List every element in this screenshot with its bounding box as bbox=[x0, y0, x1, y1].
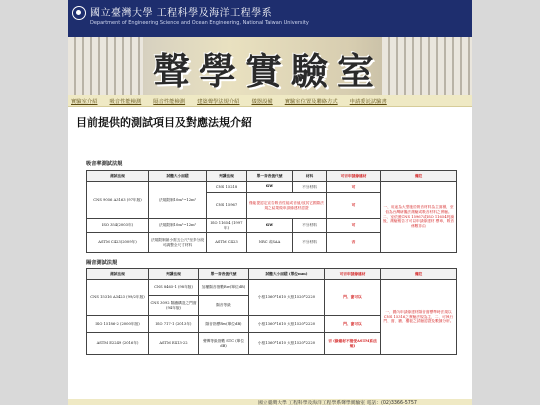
table-cell: 小框1360*1610 大框1520*2220 bbox=[249, 280, 325, 316]
table-cell: CNS 8465-1 (98年版) bbox=[149, 280, 199, 296]
table-cell: ASTM C423(2009年) bbox=[87, 233, 149, 253]
lab-banner bbox=[68, 37, 472, 95]
col-header: 備註 bbox=[381, 269, 457, 280]
table-cell: 小框1360*1610 大框1520*2220 bbox=[249, 316, 325, 333]
table-cell: αw bbox=[247, 182, 293, 193]
university-name: 國立臺灣大學 工程科學及海洋工程學系 bbox=[90, 8, 273, 19]
table-cell: 加權隔音指數Rw(單位dB) bbox=[199, 280, 249, 296]
table-cell: 聲傳等級指數 STC (單位dB) bbox=[199, 333, 249, 355]
col-header: 測試法規 bbox=[87, 269, 149, 280]
table-cell: 門、窗可以 bbox=[325, 280, 381, 316]
table-cell: ISO 717-1 (2013年) bbox=[149, 316, 199, 333]
table-cell: 僅能提認定宣告吸音性能或音值/放其它國際法規之結果做申請綠建材認證 bbox=[247, 193, 327, 219]
table-cell: αw bbox=[247, 219, 293, 233]
table-cell: 隔音等級 bbox=[199, 296, 249, 316]
table-cell: 隔音指標Rw(單位dB) bbox=[199, 316, 249, 333]
table-cell: 門、窗可以 bbox=[325, 316, 381, 333]
insulation-remark: 一、國內申請綠建材隔音窗標準時法規以CNS 15316之實驗法規為主，二、可執行門、窗、牆、樓板之試驗認證及數據分析。 bbox=[381, 280, 457, 355]
table-cell: ISO 15186-2 (2000年版) bbox=[87, 316, 149, 333]
col-header: 可否申請綠建材 bbox=[327, 171, 381, 182]
table-cell: 可 bbox=[327, 219, 381, 233]
table-cell: 不分材料 bbox=[293, 233, 327, 253]
table-cell: 不分材料 bbox=[293, 182, 327, 193]
page bbox=[68, 0, 472, 405]
table-cell: CNS 3092 隔牆構造之門窗 (94年版) bbox=[149, 296, 199, 316]
ntu-logo-icon bbox=[72, 6, 86, 20]
col-header: 試體大小面積 (單位mm) bbox=[249, 269, 325, 280]
top-nav bbox=[68, 95, 472, 107]
col-header: 可否申請綠建材 bbox=[325, 269, 381, 280]
nav-equipment[interactable]: 儀器設備 bbox=[251, 98, 273, 105]
nav-lab-intro[interactable]: 實驗室介紹 bbox=[71, 98, 98, 105]
col-header: 備註 bbox=[381, 171, 457, 182]
table-cell: 法規限制10m²~12m² bbox=[149, 182, 207, 219]
page-title: 目前提供的測試項目及對應法規介紹 bbox=[76, 116, 252, 129]
insulation-table bbox=[86, 268, 457, 355]
table-cell: 可 bbox=[327, 193, 381, 219]
table-cell: 小框1360*1610 大框1520*2220 bbox=[249, 333, 325, 355]
col-header: 單一音表值代號 bbox=[247, 171, 293, 182]
table-cell: ASTM C423 bbox=[207, 233, 247, 253]
col-header: 單一音表值代號 bbox=[199, 269, 249, 280]
table-cell: 法規限制最小需五公尺²至多分段可調整全尺寸材料 bbox=[149, 233, 207, 253]
department-name: Department of Engineering Science and Ocean Engineering, National Taiwan University bbox=[90, 20, 309, 26]
col-header: 判讀法規 bbox=[207, 171, 247, 182]
table-cell: ASTM E413-22 bbox=[149, 333, 199, 355]
nav-application-form[interactable]: 申請委託試驗書 bbox=[349, 98, 387, 105]
nav-location-contact[interactable]: 實驗室位置及聯絡方式 bbox=[284, 98, 338, 105]
table-cell: 可 bbox=[327, 182, 381, 193]
absorption-remark: 一、用途為大型施於吸音材料為主面積，至佰為台灣研擬法測驗或吸音材料之實驗。二、室依照CNS 15967或ISO 11654判讀後，測驗報告才可以申請綠建材 標章，吸音係數非由 bbox=[381, 182, 457, 253]
col-header: 材料 bbox=[293, 171, 327, 182]
table-cell: 否 (綠建材不接受ASTM系法規) bbox=[325, 333, 381, 355]
absorption-heading: 吸音率測試法規 bbox=[86, 161, 123, 167]
footer-text: 國立臺灣大學 工程科學及海洋工程學系聲學實驗室 電話：(02)3366-5757 bbox=[258, 401, 417, 405]
table-cell: ISO 354(2003年) bbox=[87, 219, 149, 233]
col-header: 判讀法規 bbox=[149, 269, 199, 280]
site-footer bbox=[68, 399, 472, 405]
site-header bbox=[68, 0, 472, 37]
col-header: 測試法規 bbox=[87, 171, 149, 182]
nav-building-acoustics-law[interactable]: 建築聲學法規介紹 bbox=[197, 98, 240, 105]
nav-insulation-test[interactable]: 隔音性能檢測 bbox=[153, 98, 186, 105]
anechoic-wedges-right bbox=[382, 37, 472, 95]
table-cell: CNS 15967 bbox=[207, 193, 247, 219]
table-cell: 法規限制10m²~12m² bbox=[149, 219, 207, 233]
table-cell: ASTM E2249 (2016年) bbox=[87, 333, 149, 355]
table-cell: 否 bbox=[327, 233, 381, 253]
table-cell: CNS 15316 A3423 (99/2年版) bbox=[87, 280, 149, 316]
table-cell: CNS 15218 bbox=[207, 182, 247, 193]
table-cell: 不分材料 bbox=[293, 219, 327, 233]
insulation-heading: 隔音測試法規 bbox=[86, 260, 118, 266]
col-header: 試體大小面積 bbox=[149, 171, 207, 182]
table-cell: NRC 或SAA bbox=[247, 233, 293, 253]
absorption-table bbox=[86, 170, 457, 253]
table-cell: ISO 11654 (1997年) bbox=[207, 219, 247, 233]
table-cell: CNS 9056 A3163 (97年版) bbox=[87, 182, 149, 219]
anechoic-wedges-left bbox=[68, 37, 143, 95]
nav-absorption-test[interactable]: 吸音性能檢測 bbox=[109, 98, 142, 105]
banner-title: 聲學實驗室 bbox=[153, 49, 383, 93]
